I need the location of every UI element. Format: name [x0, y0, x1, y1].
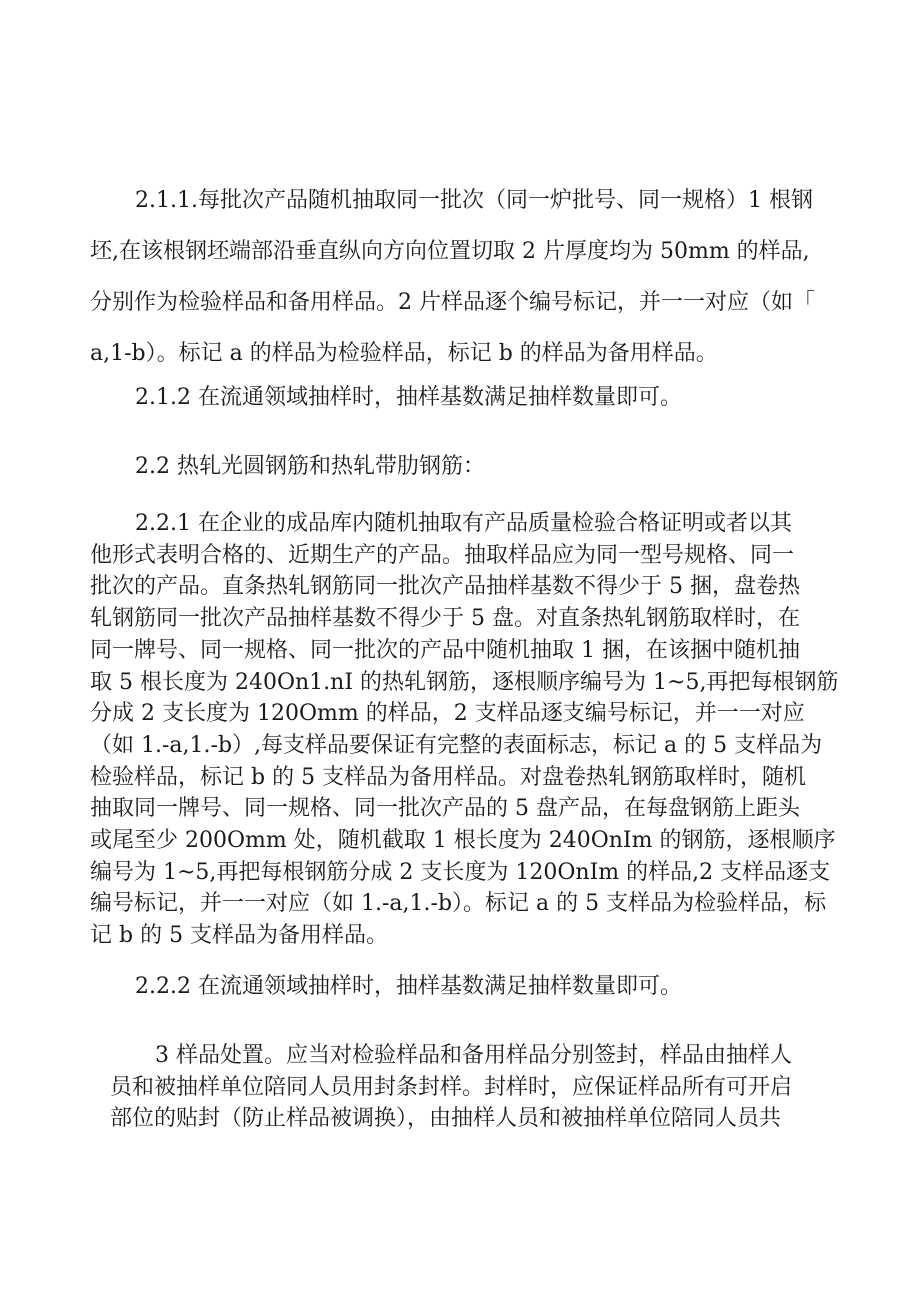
text-line: 取 5 根长度为 240On1.nI 的热轧钢筋，逐根顺序编号为 1~5,再把每根钢筋	[90, 669, 839, 695]
text-line: 部位的贴封（防止样品被调换），由抽样人员和被抽样单位陪同人员共	[110, 1106, 782, 1132]
text-line: 编号为 1~5,再把每根钢筋分成 2 支长度为 120OnIm 的样品,2 支样品逐支	[90, 859, 831, 885]
text-line: （如 1.-a,1.-b）,每支样品要保证有完整的表面标志，标记 a 的 5 支样品为	[90, 732, 823, 758]
text-line: 轧钢筋同一批次产品抽样基数不得少于 5 盘。对直条热轧钢筋取样时，在	[90, 606, 800, 632]
text-line: 同一牌号、同一规格、同一批次的产品中随机抽取 1 捆，在该捆中随机抽	[90, 637, 800, 663]
text-line: 分别作为检验样品和备用样品。2 片样品逐个编号标记，并一一对应（如「	[90, 290, 815, 315]
text-line: 2.2.2 在流通领域抽样时，抽样基数满足抽样数量即可。	[135, 974, 682, 999]
paragraph-3	[110, 1040, 850, 1135]
text-line: 员和被抽样单位陪同人员用封条封样。封样时，应保证样品所有可开启	[110, 1074, 793, 1100]
text-line: 2.2 热轧光圆钢筋和热轧带肋钢筋：	[135, 454, 485, 479]
text-line: a,1-b）。标记 a 的样品为检验样品，标记 b 的样品为备用样品。	[90, 341, 718, 366]
section-heading-2-2	[135, 447, 855, 487]
paragraph-2-1-1	[90, 175, 850, 379]
paragraph-2-2-2	[135, 967, 855, 1007]
text-line: 2.1.1.每批次产品随机抽取同一批次（同一炉批号、同一规格）1 根钢	[135, 188, 813, 213]
text-line: 他形式表明合格的、近期生产的产品。抽取样品应为同一型号规格、同一	[90, 542, 795, 568]
paragraph-2-2-1	[90, 508, 850, 952]
text-line: 2.2.1 在企业的成品库内随机抽取有产品质量检验合格证明或者以其	[135, 511, 792, 536]
text-line: 编号标记，并一一对应（如 1.-a,1.-b）。标记 a 的 5 支样品为检验样品，标	[90, 891, 827, 917]
text-line: 2.1.2 在流通领域抽样时，抽样基数满足抽样数量即可。	[135, 385, 682, 410]
paragraph-2-1-2	[135, 378, 855, 418]
text-line: 坯,在该根钢坯端部沿垂直纵向方向位置切取 2 片厚度均为 50mm 的样品,	[90, 239, 810, 264]
text-line: 批次的产品。直条热轧钢筋同一批次产品抽样基数不得少于 5 捆，盘卷热	[90, 574, 800, 600]
text-line: 记 b 的 5 支样品为备用样品。	[90, 923, 389, 949]
text-line: 检验样品，标记 b 的 5 支样品为备用样品。对盘卷热轧钢筋取样时，随机	[90, 764, 807, 790]
text-line: 分成 2 支长度为 120Omm 的样品，2 支样品逐支编号标记，并一一对应	[90, 701, 805, 727]
text-line: 抽取同一牌号、同一规格、同一批次产品的 5 盘产品，在每盘钢筋上距头	[90, 796, 800, 822]
text-line: 或尾至少 200Omm 处，随机截取 1 根长度为 240OnIm 的钢筋，逐根顺序	[90, 828, 836, 854]
text-line: 3 样品处置。应当对检验样品和备用样品分别签封，样品由抽样人	[155, 1043, 792, 1068]
